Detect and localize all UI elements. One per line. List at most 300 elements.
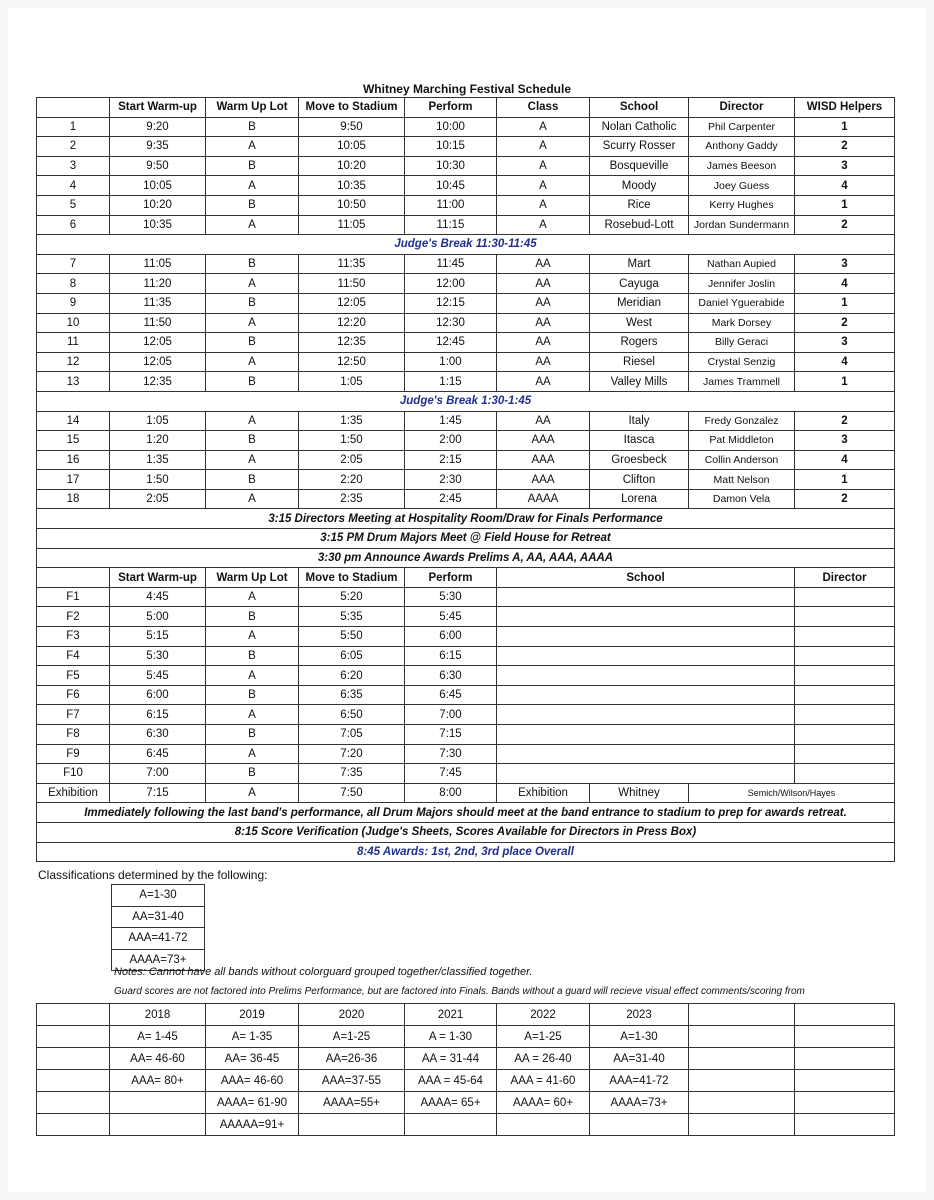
history-cell: AAA=37-55 — [299, 1070, 405, 1092]
classification-range: AA=31-40 — [112, 906, 205, 928]
band-number: 13 — [37, 372, 110, 392]
director-blank — [795, 646, 895, 666]
start-warmup: 11:05 — [110, 254, 206, 274]
start-warmup: 1:05 — [110, 411, 206, 431]
start-warmup: 2:05 — [110, 489, 206, 509]
warmup-lot: B — [206, 470, 299, 490]
history-blank — [795, 1070, 895, 1092]
warmup-lot: A — [206, 313, 299, 333]
schedule-row — [37, 411, 895, 431]
classification-table — [111, 884, 205, 971]
warmup-lot: B — [206, 117, 299, 137]
director: Collin Anderson — [689, 450, 795, 470]
class: AAA — [497, 450, 590, 470]
history-cell — [405, 1114, 497, 1136]
start-warmup: 4:45 — [110, 587, 206, 607]
wisd-helpers: 4 — [795, 450, 895, 470]
warmup-lot: B — [206, 195, 299, 215]
director-header: Director — [795, 568, 895, 588]
history-cell: AAA=41-72 — [590, 1070, 689, 1092]
school-header: School — [590, 98, 689, 118]
history-row — [37, 1070, 895, 1092]
director: Phil Carpenter — [689, 117, 795, 137]
history-cell: AAAA= 65+ — [405, 1092, 497, 1114]
school-blank — [497, 627, 795, 647]
history-blank — [689, 1026, 795, 1048]
announce-awards-notice: 3:30 pm Announce Awards Prelims A, AA, AAA, AAAA — [37, 548, 895, 568]
director: Matt Nelson — [689, 470, 795, 490]
history-blank — [795, 1026, 895, 1048]
score-verification-notice-row — [37, 822, 895, 842]
class: AA — [497, 352, 590, 372]
perform-header: Perform — [405, 568, 497, 588]
finals-slot: F5 — [37, 666, 110, 686]
perform-header: Perform — [405, 98, 497, 118]
class: A — [497, 215, 590, 235]
wisd-helpers: 2 — [795, 489, 895, 509]
warmup-lot: A — [206, 705, 299, 725]
history-cell: AA=26-36 — [299, 1048, 405, 1070]
move-to-stadium: 2:05 — [299, 450, 405, 470]
school: Itasca — [590, 431, 689, 451]
warmup-lot: B — [206, 254, 299, 274]
warmup-lot: A — [206, 783, 299, 803]
schedule-row — [37, 137, 895, 157]
schedule-row — [37, 254, 895, 274]
exhibition-row — [37, 783, 895, 803]
classification-range: AAAA=73+ — [112, 949, 205, 971]
history-blank — [689, 1004, 795, 1026]
perform-time: 6:45 — [405, 685, 497, 705]
history-row — [37, 1026, 895, 1048]
start-warmup: 9:20 — [110, 117, 206, 137]
start-warmup: 7:00 — [110, 764, 206, 784]
finals-row — [37, 685, 895, 705]
perform-time: 12:30 — [405, 313, 497, 333]
perform-time: 11:15 — [405, 215, 497, 235]
start-warmup: 5:00 — [110, 607, 206, 627]
history-cell: AAA = 41-60 — [497, 1070, 590, 1092]
perform-time: 10:15 — [405, 137, 497, 157]
wisd-helpers: 1 — [795, 293, 895, 313]
school-blank — [497, 587, 795, 607]
wisd-helpers: 1 — [795, 372, 895, 392]
move-to-stadium: 11:05 — [299, 215, 405, 235]
drum-majors-notice: 3:15 PM Drum Majors Meet @ Field House for Retreat — [37, 529, 895, 549]
move-to-stadium: 7:50 — [299, 783, 405, 803]
history-row — [37, 1048, 895, 1070]
start-warmup-header: Start Warm-up — [110, 98, 206, 118]
schedule-row — [37, 431, 895, 451]
warmup-lot: B — [206, 607, 299, 627]
band-number: 16 — [37, 450, 110, 470]
class: AA — [497, 411, 590, 431]
schedule-row — [37, 450, 895, 470]
perform-time: 1:00 — [405, 352, 497, 372]
history-row — [37, 1004, 895, 1026]
class: Exhibition — [497, 783, 590, 803]
school: Mart — [590, 254, 689, 274]
band-number: 17 — [37, 470, 110, 490]
finals-slot: F4 — [37, 646, 110, 666]
finals-row — [37, 607, 895, 627]
warmup-lot: A — [206, 744, 299, 764]
class: AAA — [497, 431, 590, 451]
school-blank — [497, 607, 795, 627]
move-to-stadium: 12:50 — [299, 352, 405, 372]
schedule-row — [37, 176, 895, 196]
finals-row — [37, 705, 895, 725]
directors-meeting-notice: 3:15 Directors Meeting at Hospitality Room/Draw for Finals Performance — [37, 509, 895, 529]
move-to-stadium: 10:05 — [299, 137, 405, 157]
warmup-lot: A — [206, 450, 299, 470]
finals-slot: F8 — [37, 725, 110, 745]
perform-time: 2:45 — [405, 489, 497, 509]
history-row — [37, 1092, 895, 1114]
wisd-helpers: 4 — [795, 176, 895, 196]
perform-time: 2:00 — [405, 431, 497, 451]
warmup-lot: A — [206, 627, 299, 647]
perform-time: 10:45 — [405, 176, 497, 196]
director-blank — [795, 744, 895, 764]
warmup-lot: A — [206, 489, 299, 509]
director: James Beeson — [689, 156, 795, 176]
wisd-helpers: 4 — [795, 274, 895, 294]
wisd-helpers: 3 — [795, 156, 895, 176]
school-blank — [497, 685, 795, 705]
history-cell: 2020 — [299, 1004, 405, 1026]
classification-range: AAA=41-72 — [112, 928, 205, 950]
director: Pat Middleton — [689, 431, 795, 451]
move-to-stadium: 10:35 — [299, 176, 405, 196]
schedule-row — [37, 293, 895, 313]
history-cell: 2018 — [110, 1004, 206, 1026]
school-blank — [497, 764, 795, 784]
wisd-helpers: 4 — [795, 352, 895, 372]
perform-time: 6:00 — [405, 627, 497, 647]
director: Nathan Aupied — [689, 254, 795, 274]
perform-time: 8:00 — [405, 783, 497, 803]
schedule-row — [37, 333, 895, 353]
perform-time: 7:15 — [405, 725, 497, 745]
class: AA — [497, 254, 590, 274]
perform-time: 7:45 — [405, 764, 497, 784]
finals-slot: F3 — [37, 627, 110, 647]
history-cell — [590, 1114, 689, 1136]
director: Kerry Hughes — [689, 195, 795, 215]
classification-row — [112, 928, 205, 950]
director-header: Director — [689, 98, 795, 118]
move-to-stadium: 7:35 — [299, 764, 405, 784]
school: Italy — [590, 411, 689, 431]
perform-time: 7:00 — [405, 705, 497, 725]
start-warmup-header: Start Warm-up — [110, 568, 206, 588]
judges-break-2: Judge's Break 1:30-1:45 — [37, 391, 895, 411]
perform-time: 1:45 — [405, 411, 497, 431]
schedule-row — [37, 274, 895, 294]
start-warmup: 12:05 — [110, 333, 206, 353]
school: Meridian — [590, 293, 689, 313]
history-cell: 2019 — [206, 1004, 299, 1026]
perform-time: 7:30 — [405, 744, 497, 764]
band-number: 6 — [37, 215, 110, 235]
warmup-lot: B — [206, 293, 299, 313]
start-warmup: 9:35 — [110, 137, 206, 157]
band-number: 4 — [37, 176, 110, 196]
school: Rice — [590, 195, 689, 215]
band-number: 7 — [37, 254, 110, 274]
finals-row — [37, 646, 895, 666]
warmup-lot: A — [206, 587, 299, 607]
history-blank — [689, 1070, 795, 1092]
director: Damon Vela — [689, 489, 795, 509]
page-title: Whitney Marching Festival Schedule — [362, 82, 572, 96]
band-number: 18 — [37, 489, 110, 509]
wisd-helpers-header: WISD Helpers — [795, 98, 895, 118]
director: James Trammell — [689, 372, 795, 392]
school: West — [590, 313, 689, 333]
history-blank — [689, 1114, 795, 1136]
move-to-stadium-header: Move to Stadium — [299, 568, 405, 588]
school: Bosqueville — [590, 156, 689, 176]
director-blank — [795, 725, 895, 745]
perform-time: 2:30 — [405, 470, 497, 490]
history-cell: A=1-30 — [590, 1026, 689, 1048]
wisd-helpers: 3 — [795, 333, 895, 353]
move-to-stadium: 12:35 — [299, 333, 405, 353]
director-blank — [795, 685, 895, 705]
wisd-helpers: 2 — [795, 411, 895, 431]
warmup-lot-header: Warm Up Lot — [206, 568, 299, 588]
school-blank — [497, 705, 795, 725]
class: AA — [497, 293, 590, 313]
perform-time: 1:15 — [405, 372, 497, 392]
band-number: 3 — [37, 156, 110, 176]
history-cell: AAAA=73+ — [590, 1092, 689, 1114]
history-blank — [37, 1048, 110, 1070]
history-cell: AAA= 80+ — [110, 1070, 206, 1092]
classification-history-table — [36, 1003, 895, 1136]
director-blank — [795, 666, 895, 686]
move-to-stadium: 2:35 — [299, 489, 405, 509]
class: AAA — [497, 470, 590, 490]
school: Rosebud-Lott — [590, 215, 689, 235]
finals-slot: F7 — [37, 705, 110, 725]
judges-break-1: Judge's Break 11:30-11:45 — [37, 235, 895, 255]
band-number: 1 — [37, 117, 110, 137]
school: Nolan Catholic — [590, 117, 689, 137]
schedule-row — [37, 352, 895, 372]
director: Crystal Senzig — [689, 352, 795, 372]
finals-slot: F10 — [37, 764, 110, 784]
history-cell — [110, 1092, 206, 1114]
warmup-lot: A — [206, 215, 299, 235]
start-warmup: 11:35 — [110, 293, 206, 313]
perform-time: 11:45 — [405, 254, 497, 274]
move-to-stadium: 9:50 — [299, 117, 405, 137]
history-blank — [795, 1114, 895, 1136]
start-warmup: 11:20 — [110, 274, 206, 294]
band-number: 14 — [37, 411, 110, 431]
perform-time: 10:30 — [405, 156, 497, 176]
finals-row — [37, 627, 895, 647]
start-warmup: 5:15 — [110, 627, 206, 647]
awards-notice: 8:45 Awards: 1st, 2nd, 3rd place Overall — [37, 842, 895, 862]
finals-row — [37, 764, 895, 784]
schedule-row — [37, 489, 895, 509]
perform-time: 10:00 — [405, 117, 497, 137]
history-blank — [689, 1092, 795, 1114]
history-blank — [37, 1004, 110, 1026]
schedule-row — [37, 372, 895, 392]
finals-header-row — [37, 568, 895, 588]
move-to-stadium: 5:20 — [299, 587, 405, 607]
start-warmup: 1:35 — [110, 450, 206, 470]
warmup-lot: B — [206, 156, 299, 176]
class: A — [497, 137, 590, 157]
classification-row — [112, 906, 205, 928]
move-to-stadium: 1:05 — [299, 372, 405, 392]
history-blank — [795, 1004, 895, 1026]
move-to-stadium: 6:50 — [299, 705, 405, 725]
warmup-lot: A — [206, 274, 299, 294]
row-number-header — [37, 98, 110, 118]
history-cell: A=1-25 — [299, 1026, 405, 1048]
band-number: 11 — [37, 333, 110, 353]
start-warmup: 10:35 — [110, 215, 206, 235]
perform-time: 12:45 — [405, 333, 497, 353]
move-to-stadium: 6:35 — [299, 685, 405, 705]
schedule-table — [36, 97, 895, 862]
history-cell: AAAAA=91+ — [206, 1114, 299, 1136]
class: AA — [497, 313, 590, 333]
perform-time: 12:00 — [405, 274, 497, 294]
history-cell: A=1-25 — [497, 1026, 590, 1048]
band-number: 8 — [37, 274, 110, 294]
finals-row — [37, 725, 895, 745]
history-blank — [37, 1114, 110, 1136]
move-to-stadium: 6:05 — [299, 646, 405, 666]
move-to-stadium: 11:35 — [299, 254, 405, 274]
class: A — [497, 156, 590, 176]
drum-majors-retreat-notice-row — [37, 803, 895, 823]
class: AA — [497, 372, 590, 392]
directors-meeting-notice-row — [37, 509, 895, 529]
warmup-lot: B — [206, 431, 299, 451]
history-cell: AAA= 46-60 — [206, 1070, 299, 1092]
school-blank — [497, 646, 795, 666]
row-number-header — [37, 568, 110, 588]
start-warmup: 7:15 — [110, 783, 206, 803]
director-blank — [795, 607, 895, 627]
move-to-stadium: 7:20 — [299, 744, 405, 764]
warmup-lot: A — [206, 137, 299, 157]
classification-range: A=1-30 — [112, 885, 205, 907]
band-number: 10 — [37, 313, 110, 333]
history-cell: 2021 — [405, 1004, 497, 1026]
history-cell: AA = 26-40 — [497, 1048, 590, 1070]
perform-time: 11:00 — [405, 195, 497, 215]
school: Moody — [590, 176, 689, 196]
class-header: Class — [497, 98, 590, 118]
wisd-helpers: 1 — [795, 117, 895, 137]
wisd-helpers: 2 — [795, 137, 895, 157]
finals-row — [37, 744, 895, 764]
warmup-lot: B — [206, 333, 299, 353]
schedule-row — [37, 195, 895, 215]
history-cell: AA=31-40 — [590, 1048, 689, 1070]
perform-time: 5:30 — [405, 587, 497, 607]
history-blank — [37, 1092, 110, 1114]
director: Jennifer Joslin — [689, 274, 795, 294]
start-warmup: 12:35 — [110, 372, 206, 392]
history-cell — [299, 1114, 405, 1136]
history-cell: A= 1-35 — [206, 1026, 299, 1048]
notes-line-1: Notes: Cannot have all bands without colorguard grouped together/classified together. — [114, 966, 533, 978]
start-warmup: 10:20 — [110, 195, 206, 215]
drum-majors-retreat-notice: Immediately following the last band's performance, all Drum Majors should meet at the band entrance to stadium to prep for awards retreat. — [37, 803, 895, 823]
announce-awards-notice-row — [37, 548, 895, 568]
director: Daniel Yguerabide — [689, 293, 795, 313]
band-number: 2 — [37, 137, 110, 157]
warmup-lot-header: Warm Up Lot — [206, 98, 299, 118]
judges-break-1-row — [37, 235, 895, 255]
history-cell: AAAA= 61-90 — [206, 1092, 299, 1114]
move-to-stadium-header: Move to Stadium — [299, 98, 405, 118]
wisd-helpers: 1 — [795, 470, 895, 490]
history-cell: AA = 31-44 — [405, 1048, 497, 1070]
school: Rogers — [590, 333, 689, 353]
classification-row — [112, 885, 205, 907]
director: Billy Geraci — [689, 333, 795, 353]
move-to-stadium: 1:35 — [299, 411, 405, 431]
start-warmup: 5:30 — [110, 646, 206, 666]
school: Scurry Rosser — [590, 137, 689, 157]
school: Lorena — [590, 489, 689, 509]
director: Semich/Wilson/Hayes — [689, 783, 895, 803]
move-to-stadium: 5:35 — [299, 607, 405, 627]
class: A — [497, 195, 590, 215]
school-blank — [497, 725, 795, 745]
director-blank — [795, 587, 895, 607]
history-blank — [795, 1092, 895, 1114]
warmup-lot: A — [206, 352, 299, 372]
header-row — [37, 98, 895, 118]
start-warmup: 9:50 — [110, 156, 206, 176]
band-number: 15 — [37, 431, 110, 451]
warmup-lot: A — [206, 411, 299, 431]
history-cell: AAAA=55+ — [299, 1092, 405, 1114]
notes-line-2: Guard scores are not factored into Prelims Performance, but are factored into Finals. Bands without a guard will recieve visual effect comments/scoring from — [114, 986, 805, 997]
history-cell: AAAA= 60+ — [497, 1092, 590, 1114]
schedule-row — [37, 156, 895, 176]
judges-break-2-row — [37, 391, 895, 411]
band-number: 5 — [37, 195, 110, 215]
warmup-lot: B — [206, 646, 299, 666]
director: Mark Dorsey — [689, 313, 795, 333]
start-warmup: 6:00 — [110, 685, 206, 705]
perform-time: 12:15 — [405, 293, 497, 313]
warmup-lot: A — [206, 666, 299, 686]
history-blank — [689, 1048, 795, 1070]
school: Clifton — [590, 470, 689, 490]
start-warmup: 11:50 — [110, 313, 206, 333]
wisd-helpers: 2 — [795, 215, 895, 235]
history-cell: A= 1-45 — [110, 1026, 206, 1048]
history-cell: 2023 — [590, 1004, 689, 1026]
move-to-stadium: 10:20 — [299, 156, 405, 176]
warmup-lot: B — [206, 685, 299, 705]
